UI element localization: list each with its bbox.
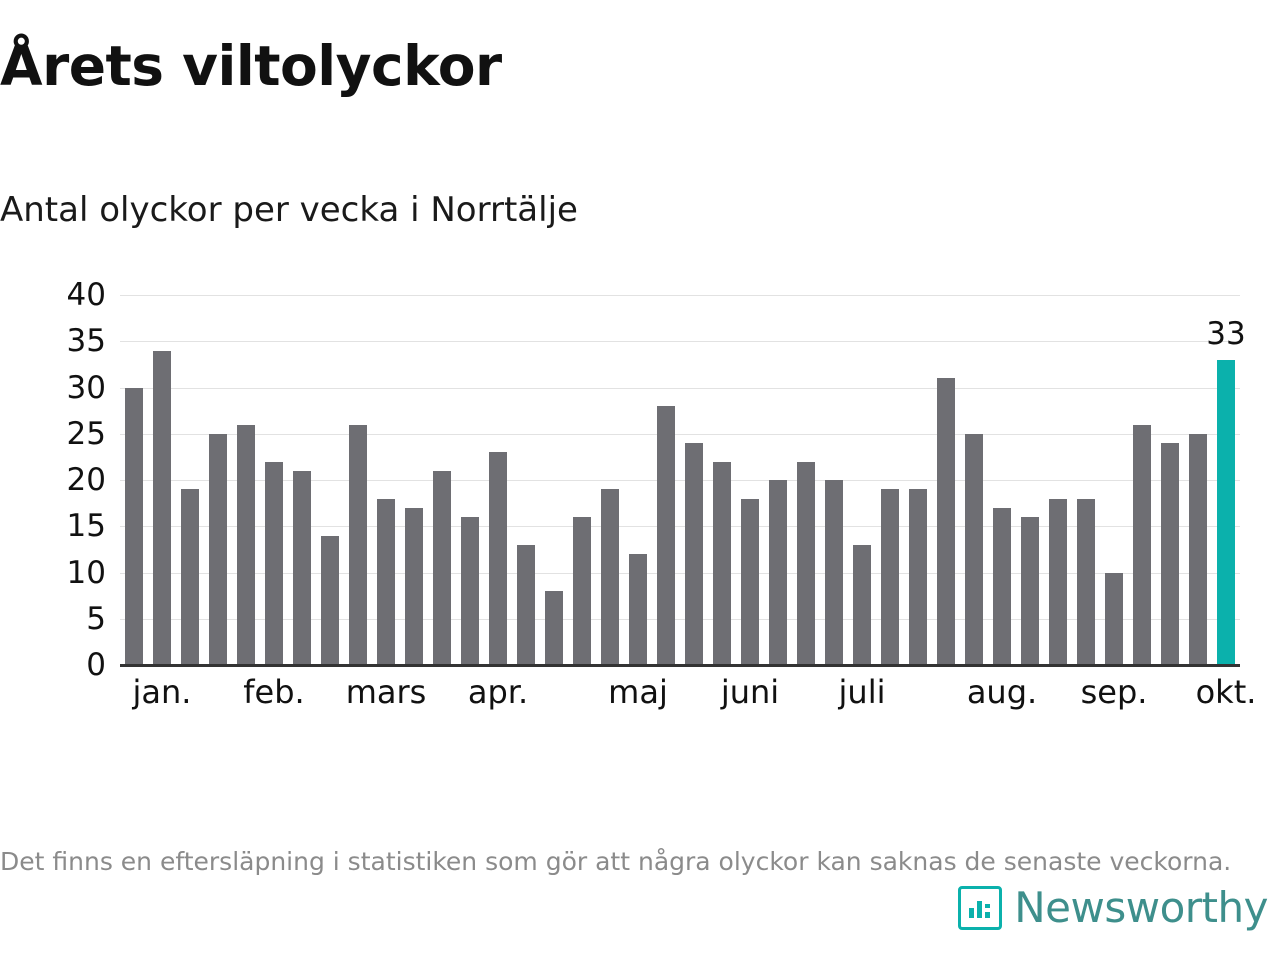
x-axis-tick-label: juni — [720, 673, 780, 711]
bar[interactable] — [545, 591, 563, 665]
bar-item[interactable] — [316, 295, 344, 665]
bar[interactable] — [349, 425, 367, 666]
bar[interactable] — [153, 351, 171, 666]
bar-item[interactable] — [344, 295, 372, 665]
bar[interactable] — [181, 489, 199, 665]
bar[interactable] — [741, 499, 759, 666]
bar-item[interactable] — [708, 295, 736, 665]
y-axis-tick-label: 25 — [66, 415, 106, 452]
bar-item[interactable] — [120, 295, 148, 665]
bar[interactable] — [909, 489, 927, 665]
bar-chart — [0, 275, 1260, 755]
bar-item[interactable] — [820, 295, 848, 665]
bar[interactable] — [769, 480, 787, 665]
bar[interactable] — [433, 471, 451, 665]
bar-item[interactable] — [1044, 295, 1072, 665]
x-axis-line — [120, 664, 1240, 667]
bar-item[interactable] — [1206, 295, 1246, 665]
bar-item[interactable] — [512, 295, 540, 665]
bar[interactable] — [321, 536, 339, 666]
plot-area — [66, 277, 1246, 683]
x-axis-tick-label: okt. — [1195, 673, 1257, 711]
x-axis-tick-label: jan. — [132, 673, 192, 711]
bar-item[interactable] — [204, 295, 232, 665]
y-axis-tick-label: 10 — [66, 554, 106, 591]
y-axis-tick-label: 20 — [66, 462, 106, 498]
bar-item[interactable] — [988, 295, 1016, 665]
bar-item[interactable] — [540, 295, 568, 665]
bar-item[interactable] — [652, 295, 680, 665]
x-axis-tick-label: aug. — [966, 673, 1038, 711]
y-axis-tick-label: 40 — [66, 277, 106, 313]
bar-series — [120, 295, 1246, 665]
bar[interactable] — [825, 480, 843, 665]
y-axis-tick-label: 30 — [66, 369, 106, 406]
bar[interactable] — [1021, 517, 1039, 665]
bar[interactable] — [209, 434, 227, 665]
bar-item[interactable] — [1016, 295, 1044, 665]
bar-item[interactable] — [848, 295, 876, 665]
bar-item[interactable] — [232, 295, 260, 665]
bar-item[interactable] — [372, 295, 400, 665]
bar[interactable] — [377, 499, 395, 666]
bar-item[interactable] — [932, 295, 960, 665]
bar-item[interactable] — [876, 295, 904, 665]
bar-item[interactable] — [428, 295, 456, 665]
x-axis-tick-label: sep. — [1080, 673, 1148, 711]
bar-item[interactable] — [568, 295, 596, 665]
bar[interactable] — [713, 462, 731, 666]
bar-value-label: 33 — [1206, 315, 1246, 352]
x-axis-labels — [120, 673, 1257, 733]
bar[interactable] — [1105, 573, 1123, 666]
bar-item[interactable] — [260, 295, 288, 665]
bar[interactable] — [853, 545, 871, 665]
bar[interactable] — [881, 489, 899, 665]
bar-item[interactable] — [176, 295, 204, 665]
bar-item[interactable] — [680, 295, 708, 665]
bar[interactable] — [517, 545, 535, 665]
bar[interactable] — [1161, 443, 1179, 665]
bar-item[interactable] — [148, 295, 176, 665]
bar[interactable] — [293, 471, 311, 665]
bar[interactable] — [629, 554, 647, 665]
bar[interactable] — [1077, 499, 1095, 666]
bar-item[interactable] — [596, 295, 624, 665]
brand-name: Newsworthy — [1014, 883, 1268, 932]
bar[interactable] — [1189, 434, 1207, 665]
bar[interactable] — [1133, 425, 1151, 666]
bar-item[interactable] — [1100, 295, 1128, 665]
y-axis-tick-label: 5 — [86, 600, 106, 637]
bar-item[interactable] — [484, 295, 512, 665]
chart-subtitle: Antal olyckor per vecka i Norrtälje — [0, 190, 578, 230]
chart-footnote: Det finns en eftersläpning i statistiken som gör att några olyckor kan saknas de senaste veckorna. — [0, 847, 1232, 876]
bar-item[interactable] — [1128, 295, 1156, 665]
bar-item[interactable] — [288, 295, 316, 665]
bar[interactable] — [601, 489, 619, 665]
bar[interactable] — [965, 434, 983, 665]
bar-item[interactable] — [1156, 295, 1184, 665]
bar-item[interactable] — [624, 295, 652, 665]
newsworthy-logo — [958, 883, 1268, 932]
x-axis-tick-label: apr. — [467, 673, 529, 711]
bar[interactable] — [993, 508, 1011, 665]
bar-item[interactable] — [792, 295, 820, 665]
bar[interactable] — [461, 517, 479, 665]
bar-highlighted[interactable] — [1217, 360, 1235, 665]
bar-item[interactable] — [764, 295, 792, 665]
bar-item[interactable] — [400, 295, 428, 665]
y-axis-tick-label: 35 — [66, 323, 106, 360]
bar[interactable] — [937, 378, 955, 665]
bar-chart-logo-icon — [958, 886, 1002, 930]
bar-item[interactable] — [456, 295, 484, 665]
y-axis-tick-label: 0 — [86, 647, 106, 683]
bar-item[interactable] — [1072, 295, 1100, 665]
bar[interactable] — [573, 517, 591, 665]
bar[interactable] — [797, 462, 815, 666]
bar[interactable] — [265, 462, 283, 666]
bar[interactable] — [237, 425, 255, 666]
y-axis-tick-label: 15 — [66, 508, 106, 545]
x-axis-tick-label: mars — [345, 673, 427, 711]
bar[interactable] — [685, 443, 703, 665]
bar[interactable] — [125, 388, 143, 666]
bar-item[interactable] — [904, 295, 932, 665]
bar[interactable] — [657, 406, 675, 665]
x-axis-tick-label: feb. — [243, 673, 305, 711]
x-axis-tick-label: juli — [838, 673, 886, 711]
page-title: Årets viltolyckor — [0, 34, 502, 98]
x-axis-tick-label: maj — [608, 673, 668, 711]
bar[interactable] — [489, 452, 507, 665]
bar[interactable] — [405, 508, 423, 665]
bar-item[interactable] — [736, 295, 764, 665]
bar-item[interactable] — [960, 295, 988, 665]
bar[interactable] — [1049, 499, 1067, 666]
